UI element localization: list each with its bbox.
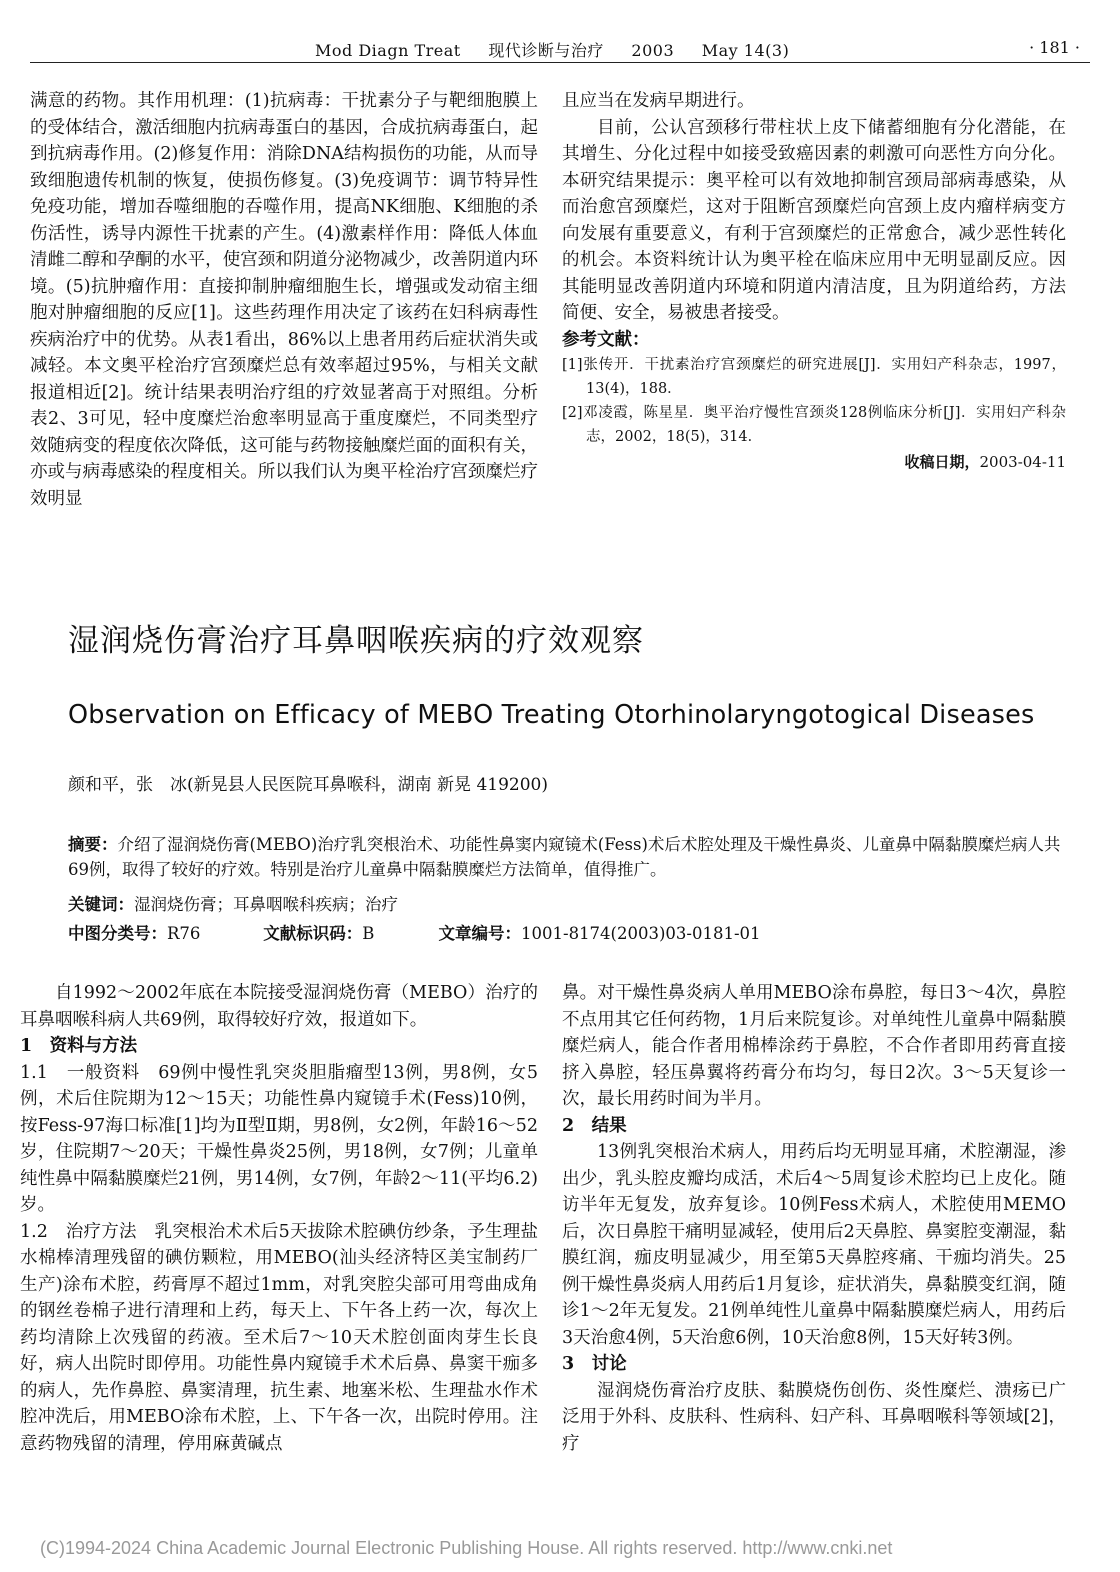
article-no-label: 文章编号： <box>438 924 521 943</box>
section-heading: 3 讨论 <box>562 1354 627 1374</box>
journal-name-en: Mod Diagn Treat <box>315 41 461 60</box>
article-right-column <box>562 980 1066 1457</box>
reference-item: [2]邓凌霞，陈星星．奥平治疗慢性宫颈炎128例临床分析[J]．实用妇产科杂志，2002，18(5)，314． <box>562 405 1066 445</box>
keywords-text: 湿润烧伤膏；耳鼻咽喉科疾病；治疗 <box>134 895 398 914</box>
page-number: · 181 · <box>1029 38 1080 57</box>
references-title: 参考文献： <box>562 329 650 350</box>
keywords-label: 关键词： <box>68 895 134 914</box>
abstract <box>68 832 1068 882</box>
prev-article-right-column <box>562 88 1066 476</box>
journal-name-cn: 现代诊断与治疗 <box>488 41 604 60</box>
doc-code-label: 文献标识码： <box>263 924 363 943</box>
discussion-paragraph: 湿润烧伤膏治疗皮肤、黏膜烧伤创伤、炎性糜烂、溃疡已广泛用于外科、皮肤科、性病科、妇产科、耳鼻咽喉科等领域[2]，疗 <box>562 1380 1066 1454</box>
prev-article-paragraph: 满意的药物。其作用机理：(1)抗病毒：干扰素分子与靶细胞膜上的受体结合，激活细胞内抗病毒蛋白的基因，合成抗病毒蛋白，起到抗病毒作用。(2)修复作用：消除DNA结构损伤的功能，从而导致细胞遗传机制的恢复，使损伤修复。(3)免疫调节：调节特异性免疫功能，增加吞噬细胞的吞噬作用，提高NK细胞、K细胞的杀伤活性，诱导内源性干扰素的产生。(4)激素样作用：降低人体血清雌二醇和孕酮的水平，使宫颈和阴道分泌物减少，改善阴道内环境。(5)抗肿瘤作用：直接抑制肿瘤细胞生长，增强或发动宿主细胞对肿瘤细胞的反应[1]。这些药理作用决定了该药在妇科病毒性疾病治疗中的优势。从表1看出，86%以上患者用药后症状消失或减轻。本文奥平栓治疗宫颈糜烂总有效率超过95%，与相关文献报道相近[2]。统计结果表明治疗组的疗效显著高于对照组。分析表2、3可见，轻中度糜烂治愈率明显高于重度糜烂，不同类型疗效随病变的程度依次降低，这可能与药物接触糜烂面的面积有关，亦或与病毒感染的程度相关。所以我们认为奥平栓治疗宫颈糜烂疗效明显 <box>30 91 538 509</box>
keywords <box>68 892 1068 917</box>
reference-item: [1]张传开．干扰素治疗宫颈糜烂的研究进展[J]．实用妇产科杂志，1997，13(4)，188． <box>562 357 1066 397</box>
prev-article-left-column <box>30 88 538 512</box>
running-header <box>30 34 1090 63</box>
abstract-label: 摘要： <box>68 835 118 854</box>
received-date: 收稿日期，2003-04-11 <box>904 453 1066 471</box>
abstract-text: 介绍了湿润烧伤膏(MEBO)治疗乳突根治术、功能性鼻窦内窥镜术(Fess)术后术腔处理及干燥性鼻炎、儿童鼻中隔黏膜糜烂病人共69例，取得了较好的疗效。特别是治疗儿童鼻中隔黏膜糜烂方法简单，值得推广。 <box>68 835 1061 879</box>
section-1-2-continued: 鼻。对干燥性鼻炎病人单用MEBO涂布鼻腔，每日3～4次，鼻腔不点用其它任何药物，1月后来院复诊。对单纯性儿童鼻中隔黏膜糜烂病人，能合作者用棉棒涂药于鼻腔，不合作者即用药膏直接挤入鼻腔，轻压鼻翼将药膏分布均匀，每日2次。3～5天复诊一次，最长用药时间为半月。 <box>562 983 1066 1109</box>
section-1-1: 1.1 一般资料 69例中慢性乳突炎胆脂瘤型13例，男8例，女5例，术后住院期为12～15天；功能性鼻内窥镜手术(Fess)10例，按Fess-97海口标准[1]均为Ⅱ型Ⅱ期，男8例，女2例，年龄16～52岁，住院期7～20天；干燥性鼻炎25例，男18例，女7例；儿童单纯性鼻中隔黏膜糜烂21例，男14例，女7例，年龄2～11(平均6.2)岁。 <box>20 1062 538 1215</box>
prev-article-paragraph: 目前，公认宫颈移行带柱状上皮下储蓄细胞有分化潜能，在其增生、分化过程中如接受致癌因素的刺激可向恶性方向分化。本研究结果提示：奥平栓可以有效地抑制宫颈局部病毒感染，从而治愈宫颈糜烂，这对于阻断宫颈糜烂向宫颈上皮内瘤样病变方向发展有重要意义，有利于宫颈糜烂的正常愈合，减少恶性转化的机会。本资料统计认为奥平栓在临床应用中无明显副反应。因其能明显改善阴道内环境和阴道内清洁度，且为阴道给药，方法简便、安全，易被患者接受。 <box>562 117 1066 323</box>
clc-value: R76 <box>167 924 201 943</box>
journal-year: 2003 <box>631 41 675 60</box>
section-heading: 2 结果 <box>562 1115 627 1136</box>
article-authors: 颜和平，张 冰(新晃县人民医院耳鼻喉科，湖南 新晃 419200) <box>68 775 548 795</box>
article-left-column <box>20 980 538 1457</box>
intro-paragraph: 自1992～2002年底在本院接受湿润烧伤膏（MEBO）治疗的耳鼻咽喉科病人共69例，取得较好疗效，报道如下。 <box>20 983 538 1030</box>
prev-article-conclusion-line: 且应当在发病早期进行。 <box>562 91 755 111</box>
clc-label: 中图分类号： <box>68 924 167 943</box>
copyright-footer: (C)1994-2024 China Academic Journal Electronic Publishing House. All rights reserved. http://www.cnki.net <box>40 1538 893 1558</box>
article-title-cn: 湿润烧伤膏治疗耳鼻咽喉疾病的疗效观察 <box>68 623 644 659</box>
section-1-2: 1.2 治疗方法 乳突根治术术后5天拔除术腔碘仿纱条，予生理盐水棉棒清理残留的碘仿颗粒，用MEBO(汕头经济特区美宝制药厂生产)涂布术腔，药膏厚不超过1mm，对乳突腔尖部可用弯曲成角的钢丝卷棉子进行清理和上药，每天上、下午各上药一次，每次上药均清除上次残留的药液。至术后7～10天术腔创面肉芽生长良好，病人出院时即停用。功能性鼻内窥镜手术术后鼻、鼻窦干痂多的病人，先作鼻腔、鼻窦清理，抗生素、地塞米松、生理盐水作术腔冲洗后，用MEBO涂布术腔，上、下午各一次，出院时停用。注意药物残留的清理，停用麻黄碱点 <box>20 1221 538 1454</box>
article-no-value: 1001-8174(2003)03-0181-01 <box>521 924 761 943</box>
article-title-en: Observation on Efficacy of MEBO Treating Otorhinolaryngotogical Diseases <box>68 700 1035 730</box>
results-paragraph: 13例乳突根治术病人，用药后均无明显耳痛，术腔潮湿，渗出少，乳头腔皮瓣均成活，术后4～5周复诊术腔均已上皮化。随访半年无复发，放弃复诊。10例Fess术病人，术腔使用MEMO后，次日鼻腔干痛明显减轻，使用后2天鼻腔、鼻窦腔变潮湿，黏膜红润，痂皮明显减少，用至第5天鼻腔疼痛、干痂均消失。25例干燥性鼻炎病人用药后1月复诊，症状消失，鼻黏膜变红润，随诊1～2年无复发。21例单纯性儿童鼻中隔黏膜糜烂病人，用药后3天治愈4例，5天治愈6例，10天治愈8例，15天好转3例。 <box>562 1142 1066 1348</box>
classification-line <box>68 920 761 944</box>
journal-line <box>315 38 811 61</box>
journal-issue: May 14(3) <box>701 41 790 60</box>
section-heading: 1 资料与方法 <box>20 1036 138 1056</box>
doc-code-value: B <box>362 924 375 943</box>
